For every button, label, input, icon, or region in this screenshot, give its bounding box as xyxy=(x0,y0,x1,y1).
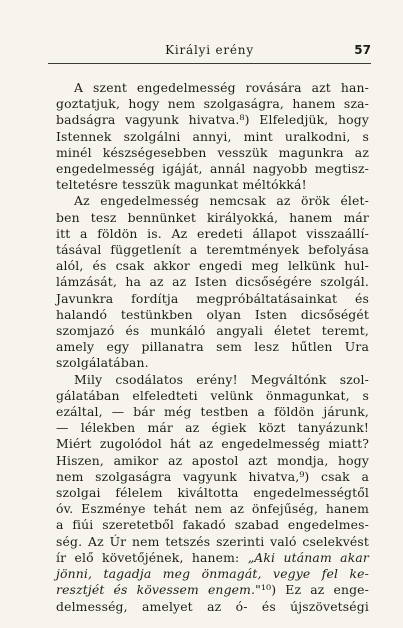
paragraph xyxy=(56,193,369,371)
header-rule xyxy=(48,63,371,64)
text-line: goztatjuk, hogy nem szolgaságra, hanem sza- xyxy=(56,96,369,112)
running-title: Királyi erény xyxy=(165,43,254,57)
text-line: badságra vagyunk hivatva.⁸) Elfeledjük, hogy xyxy=(56,112,369,128)
page-number: 57 xyxy=(354,43,371,57)
text-line: szolgai félelem kiváltotta engedelmességtől xyxy=(56,485,369,501)
text-line: Az engedelmesség nemcsak az örök élet- xyxy=(74,193,369,209)
text-line: ben tesz bennünket királyokká, hanem már xyxy=(56,209,369,225)
text-line: Mily csodálatos erény! Megváltónk szol- xyxy=(74,371,369,387)
text-line: a fiúi szeretetből fakadó szabad engedelmes- xyxy=(56,517,369,533)
text-line: ír elő követőjének, hanem: „Aki utánam akar xyxy=(56,549,369,565)
text-line: — lélekben már az égiek közt tanyázunk! xyxy=(56,420,369,436)
text-line: Javunkra fordítja megpróbáltatásainkat és xyxy=(56,290,369,306)
text-line: halandó testünkben olyan Isten dicsőségét xyxy=(56,306,369,322)
text-line: nem szolgaságra vagyunk hivatva,⁹) csak a xyxy=(56,468,369,484)
text-line: jönni, tagadja meg önmagát, vegye fel ke- xyxy=(56,566,369,582)
text-line: ezáltal, — bár még testben a földön járunk, xyxy=(56,404,369,420)
text-line: amely egy pillanatra sem lesz hűtlen Ura xyxy=(56,339,369,355)
paragraph xyxy=(56,80,369,193)
text-line: lámzását, ha az az Isten dicsőségére szolgál. xyxy=(56,274,369,290)
text-line: ség. Az Úr nem tetszés szerinti való cselekvést xyxy=(56,533,369,549)
text-line: itt a földön is. Az eredeti állapot visszaállí- xyxy=(56,225,369,241)
text-line: engedelmesség igáját, annál nagyobb megtisz- xyxy=(56,161,369,177)
body-text xyxy=(56,80,369,615)
text-line: resztjét és kövessem engem."¹⁰) Ez az enge- xyxy=(56,582,369,598)
text-line: delmesség, amelyet az ó- és újszövetségi xyxy=(56,598,369,614)
text-line: Miért zugolódol hát az engedelmesség miatt? xyxy=(56,436,369,452)
text-line: gálatában elfeledteti velünk önmagunkat, s xyxy=(56,387,369,403)
text-line: minél készségesebben vesszük magunkra az xyxy=(56,144,369,160)
text-line: Istennek szolgálni annyi, mint uralkodni, s xyxy=(56,128,369,144)
paragraph xyxy=(56,372,369,615)
text-line: A szent engedelmesség rovására azt han- xyxy=(74,80,369,95)
text-line: alól, és csak akkor engedi meg lelkünk hul- xyxy=(56,258,369,274)
text-line: teltetésre tesszük magunkat méltókká! xyxy=(56,177,307,193)
text-line: tásával függetlenít a teremtmények befolyása xyxy=(56,242,369,258)
text-line: óv. Eszménye tehát nem az önfejűség, hanem xyxy=(56,501,369,517)
text-line: szolgálatában. xyxy=(56,355,149,371)
text-line: szomjazó és munkáló angyali életet teremt, xyxy=(56,323,369,339)
text-line: Hiszen, amikor az apostol azt mondja, hogy xyxy=(56,452,369,468)
running-header xyxy=(48,42,371,58)
